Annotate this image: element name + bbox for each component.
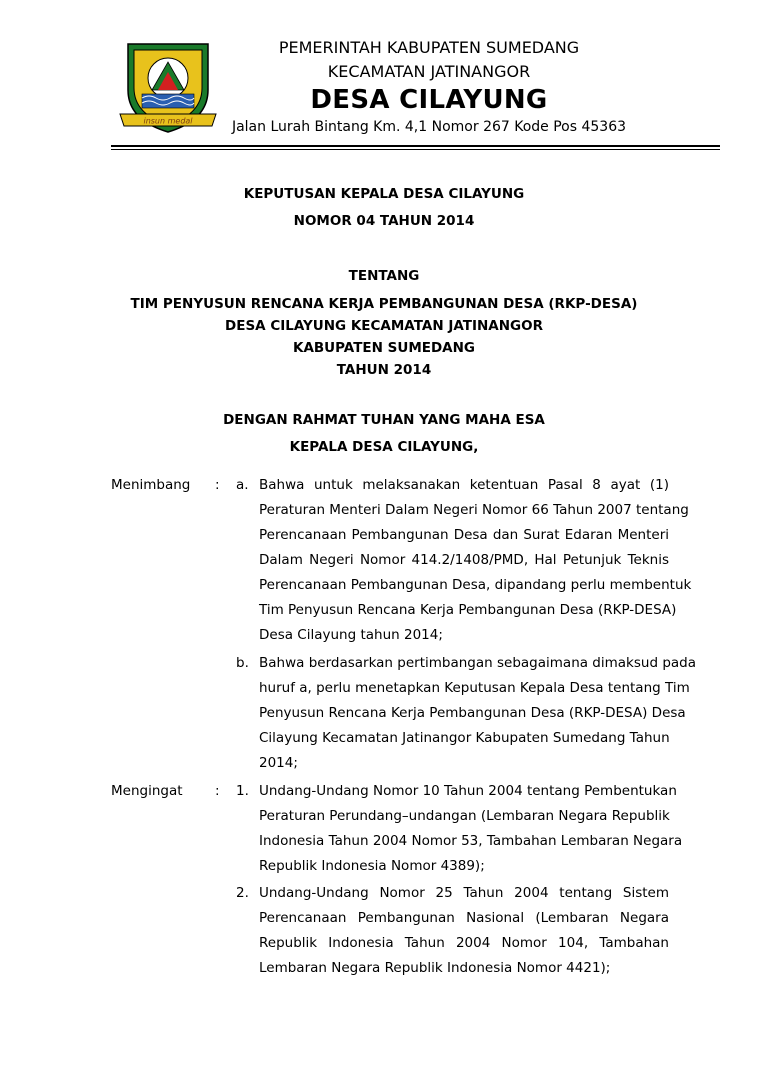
clause-line: Perencanaan Pembangunan Nasional (Lembaran Negara [259,910,669,926]
item-marker: 2. [236,885,249,901]
decree-number: NOMOR 04 TAHUN 2014 [293,213,475,229]
invocation: DENGAN RAHMAT TUHAN YANG MAHA ESA [223,412,545,428]
logo-motto: insun medal [143,116,193,126]
subject-line: TIM PENYUSUN RENCANA KERJA PEMBANGUNAN DESA (RKP-DESA) [130,296,638,312]
clause-line: Undang-Undang Nomor 10 Tahun 2004 tentang Pembentukan [259,783,677,799]
village-head-heading: KEPALA DESA CILAYUNG, [289,439,479,455]
clause-line: Bahwa berdasarkan pertimbangan sebagaimana dimaksud pada [259,655,697,671]
clause-line: Peraturan Perundang–undangan (Lembaran Negara Republik [259,808,670,824]
item-marker: 1. [236,783,249,799]
clause-line: Penyusun Rencana Kerja Pembangunan Desa (RKP-DESA) Desa [259,705,686,721]
village-name: DESA CILAYUNG [310,85,548,115]
decree-title: KEPUTUSAN KEPALA DESA CILAYUNG [243,186,525,202]
menimbang-label: Menimbang [111,477,191,493]
clause-line: Desa Cilayung tahun 2014; [259,627,443,643]
address: Jalan Lurah Bintang Km. 4,1 Nomor 267 Kode Pos 45363 [231,119,627,135]
clause-line: Tim Penyusun Rencana Kerja Pembangunan Desa (RKP-DESA) [259,602,677,618]
clause-line: Bahwa untuk melaksanakan ketentuan Pasal 8 ayat (1) [259,477,669,493]
clause-line: Perencanaan Pembangunan Desa dan Surat Edaran Menteri [259,527,669,543]
district-name: KECAMATAN JATINANGOR [327,62,531,81]
clause-line: Undang-Undang Nomor 25 Tahun 2004 tentang Sistem [259,885,669,901]
subject-line: DESA CILAYUNG KECAMATAN JATINANGOR [225,318,543,334]
subject-line: TAHUN 2014 [336,362,432,378]
menimbang-colon: : [215,477,220,493]
item-marker: a. [236,477,249,493]
clause-line: huruf a, perlu menetapkan Keputusan Kepala Desa tentang Tim [259,680,690,696]
clause-line: Indonesia Tahun 2004 Nomor 53, Tambahan Lembaran Negara [259,833,683,849]
item-marker: b. [236,655,249,671]
clause-line: Peraturan Menteri Dalam Negeri Nomor 66 Tahun 2007 tentang [259,502,689,518]
clause-line: Dalam Negeri Nomor 414.2/1408/PMD, Hal Petunjuk Teknis [259,552,669,568]
clause-line: Republik Indonesia Nomor 4389); [259,858,485,874]
clause-line: 2014; [259,755,298,771]
clause-line: Republik Indonesia Tahun 2004 Nomor 104, Tambahan [259,935,669,951]
about-heading: TENTANG [348,268,420,284]
clause-line: Cilayung Kecamatan Jatinangor Kabupaten Sumedang Tahun [259,730,670,746]
government-name: PEMERINTAH KABUPATEN SUMEDANG [278,38,580,57]
clause-line: Lembaran Negara Republik Indonesia Nomor 4421); [259,960,611,976]
clause-line: Perencanaan Pembangunan Desa, dipandang perlu membentuk [259,577,692,593]
mengingat-label: Mengingat [111,783,183,799]
subject-line: KABUPATEN SUMEDANG [292,340,476,356]
letterhead-rule-thick [111,145,720,147]
mengingat-colon: : [215,783,220,799]
letterhead-rule-thin [111,149,720,150]
